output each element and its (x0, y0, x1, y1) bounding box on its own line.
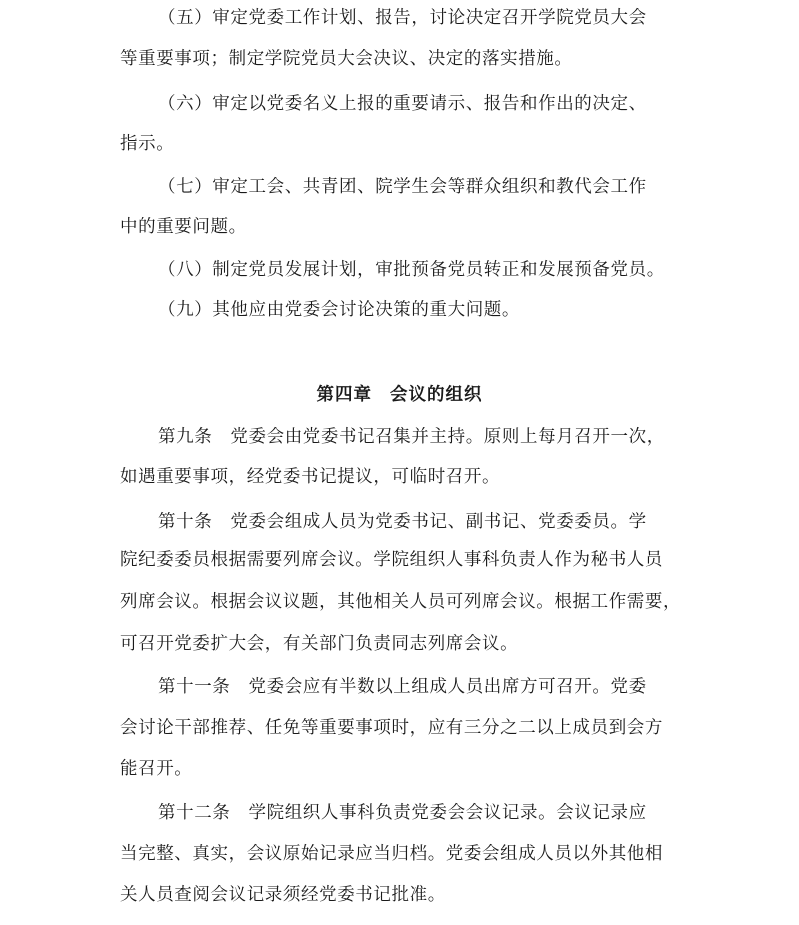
article-11-line-1: 第十一条 党委会应有半数以上组成人员出席方可召开。党委 (158, 677, 647, 697)
article-10-line-4: 可召开党委扩大会，有关部门负责同志列席会议。 (120, 634, 519, 654)
chapter-heading (0, 383, 799, 407)
chapter-number: 第四章 (316, 385, 372, 405)
article-9-line-2: 如遇重要事项，经党委书记提议，可临时召开。 (120, 467, 501, 487)
article-9-line-1: 第九条 党委会由党委书记召集并主持。原则上每月召开一次， (158, 427, 665, 447)
item-9-line-1: （九）其他应由党委会讨论决策的重大问题。 (158, 300, 520, 320)
item-8-line-1: （八）制定党员发展计划，审批预备党员转正和发展预备党员。 (158, 260, 665, 280)
article-10-line-1: 第十条 党委会组成人员为党委书记、副书记、党委委员。学 (158, 512, 647, 532)
item-7-line-1: （七）审定工会、共青团、院学生会等群众组织和教代会工作 (158, 177, 647, 197)
item-5-line-1: （五）审定党委工作计划、报告，讨论决定召开学院党员大会 (158, 8, 647, 28)
article-10-line-2: 院纪委委员根据需要列席会议。学院组织人事科负责人作为秘书人员 (120, 550, 663, 570)
article-12-line-1: 第十二条 学院组织人事科负责党委会会议记录。会议记录应 (158, 803, 647, 823)
item-6-line-1: （六）审定以党委名义上报的重要请示、报告和作出的决定、 (158, 94, 647, 114)
item-5-line-2: 等重要事项；制定学院党员大会决议、决定的落实措施。 (120, 49, 573, 69)
item-7-line-2: 中的重要问题。 (120, 217, 247, 237)
item-6-line-2: 指示。 (120, 134, 175, 154)
article-11-line-3: 能召开。 (120, 759, 193, 779)
chapter-title: 会议的组织 (390, 385, 483, 405)
article-12-line-2: 当完整、真实，会议原始记录应当归档。党委会组成人员以外其他相 (120, 844, 663, 864)
article-12-line-3: 关人员查阅会议记录须经党委书记批准。 (120, 885, 446, 905)
article-10-line-3: 列席会议。根据会议议题，其他相关人员可列席会议。根据工作需要， (120, 592, 682, 612)
article-11-line-2: 会讨论干部推荐、任免等重要事项时，应有三分之二以上成员到会方 (120, 718, 663, 738)
